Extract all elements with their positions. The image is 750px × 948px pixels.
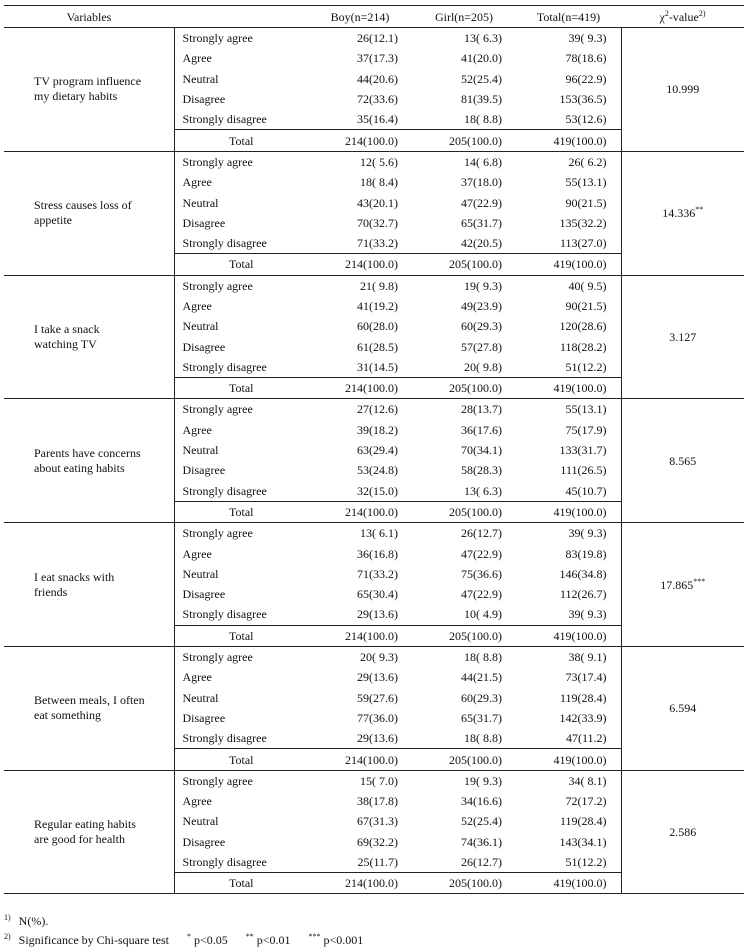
girl-value: 20( 9.8) — [464, 359, 502, 374]
boy-total: 214(100.0) — [308, 501, 412, 522]
footnote-2 — [4, 933, 363, 948]
response-label: Strongly disagree — [182, 483, 267, 498]
variable-label — [4, 151, 174, 275]
total-label: Total — [174, 378, 308, 399]
total-value: 112(26.7) — [559, 587, 607, 602]
table-body — [4, 28, 744, 894]
table-row — [4, 275, 744, 296]
total-value: 72(17.2) — [565, 794, 607, 809]
footnote-p2-mark: ** — [245, 932, 254, 941]
chi-value-text: 10.999 — [666, 82, 700, 97]
girl-value: 18( 8.8) — [464, 731, 502, 746]
total-value: 34( 8.1) — [568, 773, 607, 788]
girl-total: 205(100.0) — [412, 254, 516, 275]
boy-value: 29(13.6) — [357, 731, 398, 746]
survey-table — [4, 5, 744, 894]
table-row — [4, 28, 744, 49]
boy-total: 214(100.0) — [308, 625, 412, 646]
response-label: Agree — [182, 546, 212, 561]
header-response — [174, 6, 308, 28]
boy-value: 71(33.2) — [357, 566, 398, 581]
footnote-2-mark: 2) — [4, 932, 11, 941]
girl-total: 205(100.0) — [412, 749, 516, 770]
total-value: 75(17.9) — [565, 422, 607, 437]
boy-value: 26(12.1) — [357, 31, 398, 46]
response-label: Strongly agree — [182, 31, 253, 46]
chi-square-value — [621, 399, 744, 523]
total-value: 135(32.2) — [559, 215, 607, 230]
boy-value: 60(28.0) — [357, 319, 398, 334]
total-value: 111(26.5) — [560, 463, 607, 478]
boy-value: 65(30.4) — [357, 587, 398, 602]
total-value: 73(17.4) — [565, 670, 607, 685]
boy-value: 39(18.2) — [357, 422, 398, 437]
chi-value-text: 3.127 — [669, 329, 697, 344]
total-label: Total — [174, 501, 308, 522]
header-boy: Boy(n=214) — [308, 6, 412, 28]
overall-total: 419(100.0) — [516, 749, 621, 770]
girl-value: 41(20.0) — [461, 51, 502, 66]
response-label: Strongly agree — [182, 650, 253, 665]
boy-total: 214(100.0) — [308, 378, 412, 399]
girl-value: 28(13.7) — [461, 402, 502, 417]
table-row — [4, 399, 744, 420]
boy-value: 53(24.8) — [357, 463, 398, 478]
variable-text: Parents have concerns about eating habits — [34, 445, 141, 475]
table-header-row — [4, 6, 744, 28]
overall-total: 419(100.0) — [516, 873, 621, 894]
boy-value: 29(13.6) — [357, 607, 398, 622]
chi-square-value — [621, 646, 744, 770]
response-label: Strongly disagree — [182, 607, 267, 622]
response-label: Neutral — [182, 319, 219, 334]
response-label: Strongly agree — [182, 402, 253, 417]
overall-total: 419(100.0) — [516, 254, 621, 275]
total-value: 78(18.6) — [565, 51, 607, 66]
total-value: 45(10.7) — [565, 483, 607, 498]
girl-value: 70(34.1) — [461, 443, 502, 458]
response-label: Disagree — [182, 215, 226, 230]
girl-value: 58(28.3) — [461, 463, 502, 478]
total-value: 119(28.4) — [559, 814, 607, 829]
girl-value: 37(18.0) — [461, 175, 502, 190]
variable-text: I eat snacks with friends — [34, 569, 115, 599]
boy-value: 20( 9.3) — [360, 650, 398, 665]
total-value: 53(12.6) — [565, 112, 607, 127]
response-label: Neutral — [182, 814, 219, 829]
response-label: Neutral — [182, 443, 219, 458]
girl-total: 205(100.0) — [412, 378, 516, 399]
total-value: 55(13.1) — [565, 175, 607, 190]
girl-value: 47(22.9) — [461, 587, 502, 602]
footnote-p1-text: p<0.05 — [193, 933, 228, 947]
chi-superscript: 2 — [664, 8, 669, 18]
total-value: 153(36.5) — [559, 92, 607, 107]
response-label: Strongly agree — [182, 278, 253, 293]
boy-value: 13( 6.1) — [360, 526, 398, 541]
total-label: Total — [174, 130, 308, 151]
boy-value: 31(14.5) — [357, 359, 398, 374]
total-value: 90(21.5) — [565, 195, 607, 210]
chi-footnote-mark: 2) — [698, 8, 706, 18]
total-value: 51(12.2) — [565, 855, 607, 870]
response-label: Disagree — [182, 463, 226, 478]
response-label: Strongly disagree — [182, 731, 267, 746]
boy-value: 25(11.7) — [357, 855, 398, 870]
boy-value: 59(27.6) — [357, 690, 398, 705]
footnote-1 — [4, 914, 48, 929]
chi-square-value — [621, 151, 744, 275]
total-label: Total — [174, 749, 308, 770]
girl-total: 205(100.0) — [412, 625, 516, 646]
footnote-p1-mark: * — [186, 932, 191, 941]
total-value: 118(28.2) — [559, 339, 607, 354]
footnote-1-text: N(%). — [18, 914, 49, 928]
girl-value: 13( 6.3) — [464, 483, 502, 498]
girl-value: 19( 9.3) — [464, 773, 502, 788]
boy-value: 37(17.3) — [357, 51, 398, 66]
boy-value: 35(16.4) — [357, 112, 398, 127]
boy-value: 15( 7.0) — [360, 773, 398, 788]
significance-mark: *** — [693, 576, 706, 586]
girl-value: 36(17.6) — [461, 422, 502, 437]
girl-total: 205(100.0) — [412, 873, 516, 894]
response-label: Neutral — [182, 566, 219, 581]
girl-value: 65(31.7) — [461, 710, 502, 725]
response-label: Strongly disagree — [182, 236, 267, 251]
total-value: 142(33.9) — [559, 710, 607, 725]
header-variables: Variables — [4, 6, 174, 28]
total-label: Total — [174, 254, 308, 275]
girl-total: 205(100.0) — [412, 501, 516, 522]
header-total: Total(n=419) — [516, 6, 621, 28]
girl-value: 18( 8.8) — [464, 112, 502, 127]
total-value: 26( 6.2) — [568, 154, 607, 169]
chi-value-text: 2.586 — [669, 825, 697, 840]
girl-value: 26(12.7) — [461, 855, 502, 870]
response-label: Strongly disagree — [182, 112, 267, 127]
girl-value: 19( 9.3) — [464, 278, 502, 293]
response-label: Strongly agree — [182, 526, 253, 541]
total-label: Total — [174, 873, 308, 894]
total-value: 40( 9.5) — [568, 278, 607, 293]
total-value: 38( 9.1) — [568, 650, 607, 665]
variable-label — [4, 770, 174, 894]
girl-value: 10( 4.9) — [464, 607, 502, 622]
girl-value: 47(22.9) — [461, 195, 502, 210]
variable-text: Stress causes loss of appetite — [34, 198, 132, 228]
footnote-p2-text: p<0.01 — [256, 933, 291, 947]
total-value: 51(12.2) — [565, 359, 607, 374]
girl-value: 34(16.6) — [461, 794, 502, 809]
boy-total: 214(100.0) — [308, 130, 412, 151]
header-girl: Girl(n=205) — [412, 6, 516, 28]
total-value: 83(19.8) — [565, 546, 607, 561]
variable-text: I take a snack watching TV — [34, 321, 100, 351]
table-row — [4, 770, 744, 791]
response-label: Strongly agree — [182, 773, 253, 788]
variable-text: TV program influence my dietary habits — [34, 74, 142, 104]
response-label: Agree — [182, 794, 212, 809]
response-label: Agree — [182, 299, 212, 313]
total-value: 39( 9.3) — [568, 31, 607, 46]
response-label: Agree — [182, 51, 212, 66]
boy-value: 63(29.4) — [357, 443, 398, 458]
variable-label — [4, 399, 174, 523]
chi-value-text: 17.865 — [660, 577, 694, 592]
boy-value: 12( 5.6) — [360, 154, 398, 169]
variable-label — [4, 523, 174, 647]
chi-value-text: 8.565 — [669, 453, 697, 468]
chi-square-value — [621, 523, 744, 647]
girl-value: 26(12.7) — [461, 526, 502, 541]
chi-symbol: χ — [659, 9, 665, 24]
significance-mark: ** — [695, 205, 704, 215]
boy-value: 21( 9.8) — [360, 278, 398, 293]
chi-label: -value — [668, 9, 699, 24]
variable-text: Regular eating habits are good for health — [34, 817, 136, 847]
table-row — [4, 151, 744, 172]
boy-value: 44(20.6) — [357, 71, 398, 86]
girl-value: 65(31.7) — [461, 215, 502, 230]
response-label: Agree — [182, 422, 212, 437]
response-label: Disagree — [182, 587, 226, 602]
total-value: 146(34.8) — [559, 566, 607, 581]
boy-value: 36(16.8) — [357, 546, 398, 561]
girl-value: 74(36.1) — [461, 834, 502, 849]
chi-square-value — [621, 275, 744, 399]
boy-value: 18( 8.4) — [360, 175, 398, 190]
variable-label — [4, 28, 174, 152]
girl-value: 47(22.9) — [461, 546, 502, 561]
chi-value-text: 14.336 — [662, 206, 696, 221]
girl-value: 42(20.5) — [461, 236, 502, 251]
footnote-p3-mark: *** — [308, 932, 321, 941]
boy-value: 67(31.3) — [357, 814, 398, 829]
girl-value: 60(29.3) — [461, 690, 502, 705]
variable-text: Between meals, I often eat something — [34, 693, 145, 723]
response-label: Strongly disagree — [182, 359, 267, 374]
overall-total: 419(100.0) — [516, 130, 621, 151]
table-row — [4, 646, 744, 667]
response-label: Strongly disagree — [182, 855, 267, 870]
total-value: 39( 9.3) — [568, 607, 607, 622]
response-label: Neutral — [182, 690, 219, 705]
variable-label — [4, 646, 174, 770]
response-label: Strongly agree — [182, 154, 253, 169]
total-value: 113(27.0) — [559, 236, 607, 251]
boy-value: 29(13.6) — [357, 670, 398, 685]
total-value: 133(31.7) — [559, 443, 607, 458]
boy-value: 43(20.1) — [357, 195, 398, 210]
response-label: Disagree — [182, 834, 226, 849]
response-label: Agree — [182, 670, 212, 685]
overall-total: 419(100.0) — [516, 625, 621, 646]
response-label: Neutral — [182, 195, 219, 210]
total-value: 120(28.6) — [559, 319, 607, 334]
girl-value: 44(21.5) — [461, 670, 502, 685]
girl-value: 52(25.4) — [461, 814, 502, 829]
overall-total: 419(100.0) — [516, 501, 621, 522]
boy-value: 41(19.2) — [357, 299, 398, 313]
boy-total: 214(100.0) — [308, 873, 412, 894]
boy-value: 71(33.2) — [357, 236, 398, 251]
girl-value: 18( 8.8) — [464, 650, 502, 665]
chi-square-value — [621, 28, 744, 152]
boy-value: 72(33.6) — [357, 92, 398, 107]
total-value: 90(21.5) — [565, 299, 607, 313]
boy-value: 77(36.0) — [357, 710, 398, 725]
boy-value: 32(15.0) — [357, 483, 398, 498]
response-label: Agree — [182, 175, 212, 190]
response-label: Neutral — [182, 71, 219, 86]
response-label: Disagree — [182, 92, 226, 107]
girl-value: 13( 6.3) — [464, 31, 502, 46]
response-label: Disagree — [182, 710, 226, 725]
footnote-2-text: Significance by Chi-square test — [18, 933, 169, 947]
overall-total: 419(100.0) — [516, 378, 621, 399]
boy-value: 61(28.5) — [357, 339, 398, 354]
footnote-p3-text: p<0.001 — [323, 933, 364, 947]
total-value: 119(28.4) — [559, 690, 607, 705]
boy-total: 214(100.0) — [308, 254, 412, 275]
footnote-1-mark: 1) — [4, 913, 11, 922]
girl-value: 57(27.8) — [461, 339, 502, 354]
total-value: 39( 9.3) — [568, 526, 607, 541]
boy-value: 69(32.2) — [357, 834, 398, 849]
table-row — [4, 523, 744, 544]
girl-total: 205(100.0) — [412, 130, 516, 151]
boy-total: 214(100.0) — [308, 749, 412, 770]
boy-value: 38(17.8) — [357, 794, 398, 809]
chi-square-value — [621, 770, 744, 894]
girl-value: 14( 6.8) — [464, 154, 502, 169]
total-value: 47(11.2) — [565, 731, 607, 746]
total-value: 55(13.1) — [565, 402, 607, 417]
girl-value: 52(25.4) — [461, 71, 502, 86]
total-value: 143(34.1) — [559, 834, 607, 849]
variable-label — [4, 275, 174, 399]
boy-value: 70(32.7) — [357, 215, 398, 230]
boy-value: 27(12.6) — [357, 402, 398, 417]
total-label: Total — [174, 625, 308, 646]
chi-value-text: 6.594 — [669, 701, 697, 716]
girl-value: 75(36.6) — [461, 566, 502, 581]
girl-value: 60(29.3) — [461, 319, 502, 334]
total-value: 96(22.9) — [565, 71, 607, 86]
girl-value: 81(39.5) — [461, 92, 502, 107]
girl-value: 49(23.9) — [461, 299, 502, 313]
header-chi-value — [621, 6, 744, 28]
response-label: Disagree — [182, 339, 226, 354]
